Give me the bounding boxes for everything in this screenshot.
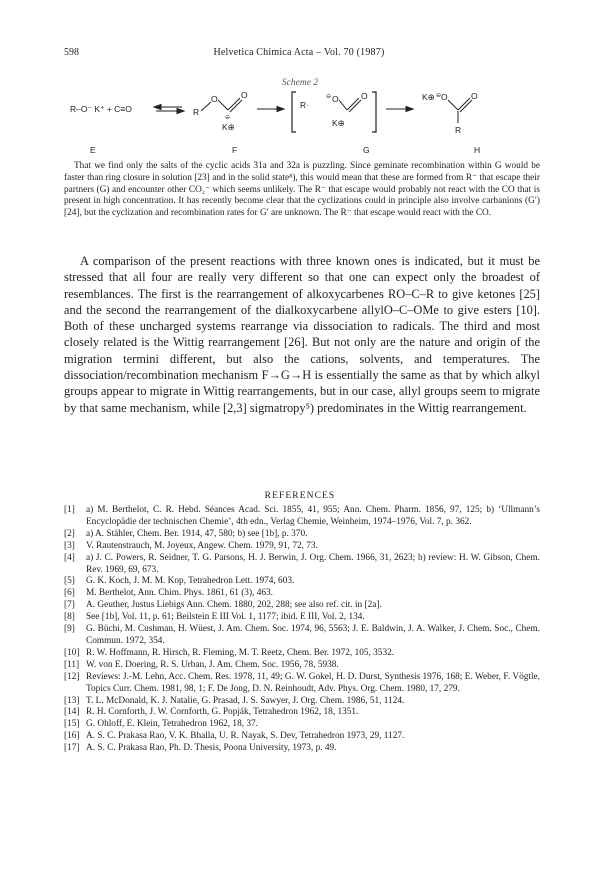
journal-title: Helvetica Chimica Acta – Vol. 70 (1987): [213, 47, 385, 58]
reference-item: [12] Reviews: J.-M. Lehn, Acc. Chem. Res. 1978, 11, 49; G. W. Gokel, H. D. Durst, Synthesis 1976, 168; E. Weber, F. Vögtle, Topics Curr. Chem. 1981, 98, 1; F. De Jong, D. N. Reinhoudt, Adv. Phys. Org. Chem. 1980, 17, 279.: [64, 671, 540, 694]
reference-item: [4] a) J. C. Powers, R. Seidner, T. G. Parsons, H. J. Berwin, J. Org. Chem. 1966, 31, 2623; b) review: H. W. Gibson, Chem. Rev. 1969, 69, 673.: [64, 552, 540, 575]
svg-text:K⊕: K⊕: [422, 92, 435, 102]
reaction-arrow-1: [257, 107, 284, 112]
reference-item: [3] V. Rautenstrauch, M. Joyeux, Angew. Chem. 1979, 91, 72, 73.: [64, 540, 318, 551]
reference-item: [7] A. Geuther, Justus Liebigs Ann. Chem. 1880, 202, 288; see also ref. cit. in [2a].: [64, 600, 382, 611]
svg-text:R: R: [193, 107, 200, 117]
structure-F: [193, 90, 248, 132]
reference-list: [64, 505, 540, 755]
scheme-drawing: [70, 88, 540, 150]
running-header: [64, 47, 534, 59]
reference-item: [13] T. L. McDonald, K. J. Natalie, G. Prasad, J. S. Sawyer, J. Org. Chem. 1986, 51, 1124.: [64, 695, 405, 706]
reaction-scheme: [70, 88, 540, 150]
svg-text:⊖: ⊖: [326, 94, 332, 100]
reference-item: [6] M. Berthelot, Ann. Chim. Phys. 1861, 61 (3), 463.: [64, 588, 273, 599]
svg-text:O: O: [361, 91, 368, 101]
svg-text:K⊕: K⊕: [332, 118, 345, 128]
scheme-title: Scheme 2: [281, 78, 319, 88]
svg-text:O: O: [241, 90, 248, 100]
reaction-arrow-2: [386, 107, 413, 112]
structure-H: [422, 91, 478, 135]
reference-item: [16] A. S. C. Prakasa Rao, V. K. Bhalla, U. R. Nayak, S. Dev, Tetrahedron 1973, 29, 1127.: [64, 731, 405, 742]
compound-label-H: H: [474, 145, 481, 155]
body-paragraph: A comparison of the present reactions with three known ones is indicated, but it must be stressed that all four are really very different so that one can expect only the broadest of resemblances. The first is the rearrangement of alkoxycarbenes RO–C–R to give ketones [25] and the second the rearrangement of the dialkoxycarbene allylO–C–OMe to give esters [10]. Both of these uncharged systems rearrange via dissociation to radicals. The third and most closely related is the Wittig rearrangement [26]. But not only are the nature and origin of the migration termini different, but also the cations, solvents, and temperatures. The dissociation/recombination mechanism F→G→H is essentially the same as that by which alkyl groups appear to migrate in Wittig rearrangements, but in our case, allyl groups seem to migrate by that same mechanism, while [2,3] sigmatropy⁵) predominates in the Wittig rearrangement.: [64, 254, 540, 415]
reference-item: [1] a) M. Berthelot, C. R. Hebd. Séances Acad. Sci. 1855, 41, 955; Ann. Chem. Pharm. 1856, 97, 125; b) ‘Ullmann’s Encyclopädie der technischen Chemie’, 4th edn., Verlag Chemie, Weinheim, 1974–1976, Vol. 7, p. 362.: [64, 505, 540, 527]
reference-item: [5] G. K. Koch, J. M. M. Kop, Tetrahedron Lett. 1974, 603.: [64, 576, 295, 587]
svg-text:K⊕: K⊕: [222, 122, 235, 132]
compound-label-F: F: [232, 145, 238, 155]
reference-item: [11] W. von E. Doering, R. S. Urban, J. Am. Chem. Soc. 1956, 78, 5938.: [64, 659, 339, 670]
equilibrium-arrow: [154, 105, 184, 114]
reference-item: [2] a) A. Stähler, Chem. Ber. 1914, 47, 580; b) see [1b], p. 370.: [64, 528, 308, 539]
compound-label-G: G: [363, 145, 370, 155]
compound-label-E: E: [90, 145, 96, 155]
reference-item: [10] R. W. Hoffmann, R. Hirsch, R. Fleming, M. T. Reetz, Chem. Ber. 1972, 105, 3532.: [64, 647, 395, 658]
svg-text:O: O: [471, 91, 478, 101]
reference-item: [14] R. H. Cornforth, J. W. Cornforth, G. Popják, Tetrahedron 1962, 18, 1351.: [64, 707, 359, 718]
svg-text:⊖: ⊖: [225, 115, 231, 121]
scheme-footnote: That we find only the salts of the cyclic acids 31a and 32a is puzzling. Since geminate recombination within G would be faster than ring closure in solution [23] and in the solid state⁸), this would mean that these are formed from R⁻ that escape their partners (G) and encounter other CO₂⁻ which seems unlikely. The R⁻ that escape would probably not react with the CO that is present in high concentration. It has recently become clear that the cyclizations could in principle also involve carbanions (G′) [24], but the cyclization and recombination rates for G′ are unknown. The R⁻ that escape would react with the CO.: [64, 161, 540, 219]
reference-item: [8] See [1b], Vol. 11, p. 61; Beilstein E III Vol. 1, 1177; ibid. E III, Vol. 2, 134.: [64, 612, 365, 623]
page-number: 598: [64, 47, 79, 58]
svg-text:O: O: [332, 94, 339, 104]
references-heading: REFERENCES: [264, 491, 336, 501]
svg-text:R: R: [455, 125, 462, 135]
reactant-alkoxide: R–O⁻ K⁺ + C≡O: [70, 104, 132, 114]
svg-text:O: O: [441, 92, 448, 102]
svg-text:O: O: [211, 94, 218, 104]
svg-text:⊖: ⊖: [436, 93, 442, 99]
reference-item: [9] G. Büchi, M. Cushman, H. Wüest, J. Am. Chem. Soc. 1974, 96, 5563; J. E. Baldwin, J. A. Walker, J. Chem. Soc., Chem. Commun. 1972, 354.: [64, 624, 540, 646]
reference-item: [17] A. S. C. Prakasa Rao, Ph. D. Thesis, Poona University, 1973, p. 49.: [64, 743, 337, 754]
reference-item: [15] G. Ohloff, E. Klein, Tetrahedron 1962, 18, 37.: [64, 719, 259, 730]
structure-G: [292, 91, 376, 132]
svg-text:R·: R·: [300, 100, 309, 110]
